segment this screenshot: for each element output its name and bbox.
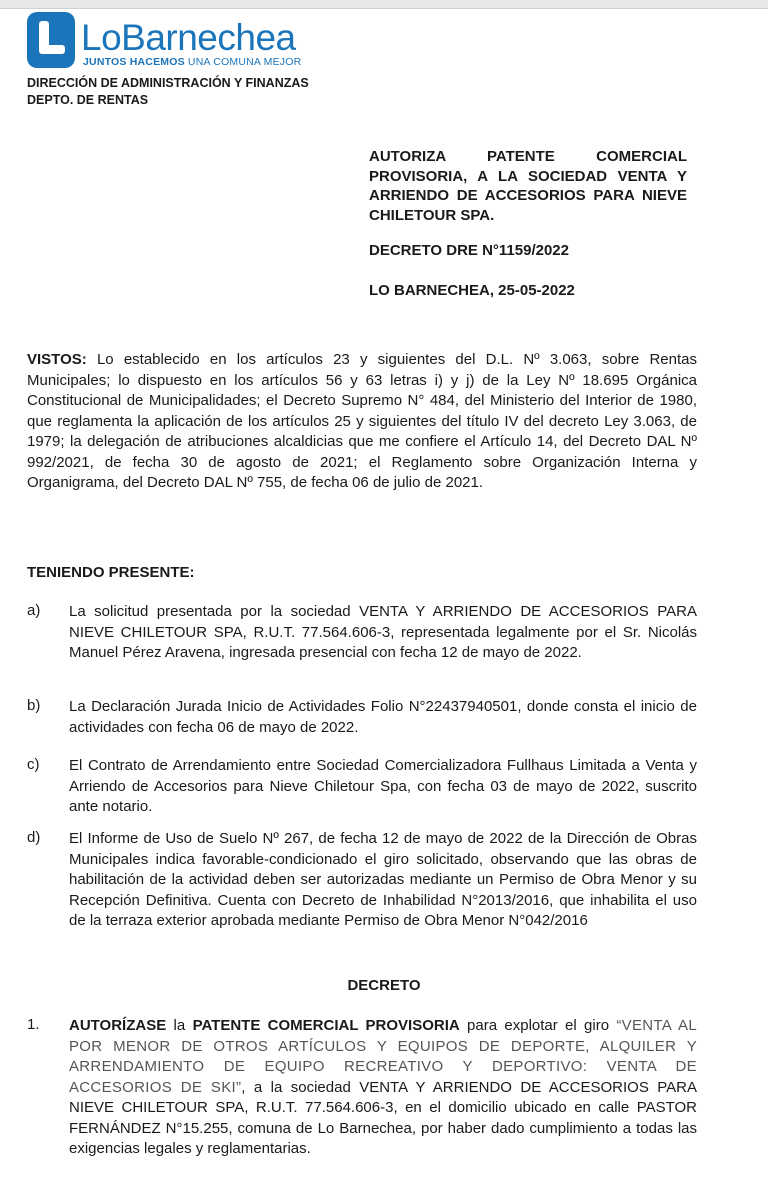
vistos-label: VISTOS: xyxy=(27,351,87,368)
department-line-2: DEPTO. DE RENTAS xyxy=(27,93,149,107)
teniendo-heading: TENIENDO PRESENTE: xyxy=(27,564,195,581)
giro-text: “VENTA AL POR MENOR DE OTROS ARTÍCULOS Y EQUIPOS DE DEPORTE, ALQUILER Y ARRENDAMIENTO DE EQUIPO RECREATIVO Y DEPORTIVO: VENTA DE ACCESORIOS DE SKI” xyxy=(69,1017,697,1096)
department-block xyxy=(27,75,309,109)
logo-name: LoBarnechea xyxy=(81,17,296,58)
decreto-item-1-mark: 1. xyxy=(27,1016,40,1033)
item-c-mark: c) xyxy=(27,756,40,773)
item-a-mark: a) xyxy=(27,602,41,619)
item-b-text: La Declaración Jurada Inicio de Actividades Folio N°22437940501, donde consta el inicio de actividades con fecha 06 de mayo de 2022. xyxy=(69,698,697,736)
logo-l-mark-icon xyxy=(27,12,75,68)
decreto-heading: DECRETO xyxy=(347,977,421,994)
item-c-text: El Contrato de Arrendamiento entre Sociedad Comercializadora Fullhaus Limitada a Venta y Arriendo de Accesorios para Nieve Chiletour Spa, con fecha 03 de mayo de 2022, suscrito ante notario. xyxy=(69,757,697,815)
logo-tagline: JUNTOS HACEMOS UNA COMUNA MEJOR xyxy=(83,56,302,68)
item-a-text: La solicitud presentada por la sociedad VENTA Y ARRIENDO DE ACCESORIOS PARA NIEVE CHILETOUR SPA, R.U.T. 77.564.606-3, representada legalmente por el Sr. Nicolás Manuel Pérez Aravena, ingresada presencial con fecha 12 de mayo de 2022. xyxy=(69,603,697,661)
department-line-1: DIRECCIÓN DE ADMINISTRACIÓN Y FINANZAS xyxy=(27,76,309,90)
item-b-mark: b) xyxy=(27,697,41,714)
item-d-text: El Informe de Uso de Suelo Nº 267, de fecha 12 de mayo de 2022 de la Dirección de Obras Municipales indica favorable-condicionado el giro solicitado, observando que las obras de habilitación de la actividad deben ser autorizadas mediante un Permiso de Obra Menor y su Recepción Definitiva. Cuenta con Decreto de Inhabilidad N°2013/2016, que inhabilita el uso de la terraza exterior aprobada mediante Permiso de Obra Menor N°042/2016 xyxy=(69,830,697,929)
item-d-mark: d) xyxy=(27,829,41,846)
decreto-item-1-text: AUTORÍZASE la PATENTE COMERCIAL PROVISORIA para explotar el giro “VENTA AL POR MENOR DE OTROS ARTÍCULOS Y EQUIPOS DE DEPORTE, ALQUILER Y ARRENDAMIENTO DE EQUIPO RECREATIVO Y DEPORTIVO: VENTA DE ACCESORIOS DE SKI”, a la sociedad VENTA Y ARRIENDO DE ACCESORIOS PARA NIEVE CHILETOUR SPA, R.U.T. 77.564.606-3, en el domicilio ubicado en calle PASTOR FERNÁNDEZ N°15.255, comuna de Lo Barnechea, por haber dado cumplimiento a todas las exigencias legales y reglamentarias. xyxy=(69,1017,697,1157)
place-date: LO BARNECHEA, 25-05-2022 xyxy=(369,282,575,299)
decree-number: DECRETO DRE N°1159/2022 xyxy=(369,242,569,259)
viewer-top-edge xyxy=(0,0,768,9)
vistos-paragraph: VISTOS: Lo establecido en los artículos 23 y siguientes del D.L. Nº 3.063, sobre Rentas Municipales; lo dispuesto en los artículos 56 y 63 letras i) y j) de la Ley Nº 18.695 Orgánica Constitucional de Municipalidades; el Decreto Supremo N° 484, del Ministerio del Interior de 1980, que reglamenta la aplicación de los artículos 25 y siguientes del título IV del decreto Ley 3.063, de 1979; la delegación de atribuciones alcaldicias que me confiere el Artículo 14, del Decreto DAL Nº 992/2021, de fecha 30 de agosto de 2021; el Reglamento sobre Organización Interna y Organigrama, del Decreto DAL Nº 755, de fecha 06 de julio de 2021. xyxy=(27,351,697,491)
decree-title: AUTORIZA PATENTE COMERCIAL PROVISORIA, A LA SOCIEDAD VENTA Y ARRIENDO DE ACCESORIOS PARA NIEVE CHILETOUR SPA. xyxy=(369,148,687,224)
